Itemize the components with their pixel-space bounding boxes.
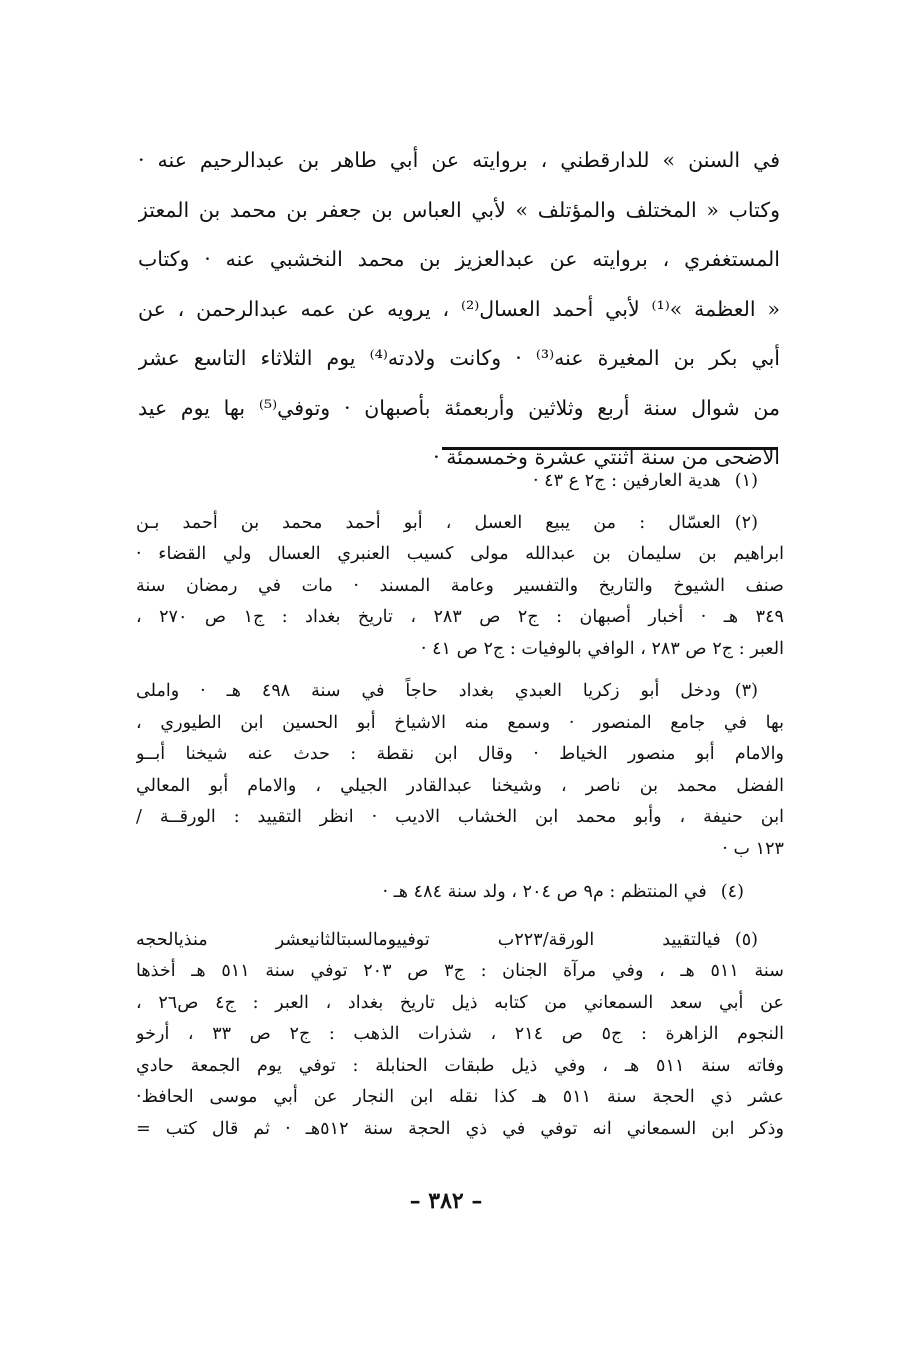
footnote-line: العبر : ج٢ ص ٢٨٣ ، الوافي بالوفيات : ج٢ ص ٤١ · <box>420 638 784 659</box>
footnote-line: عشر ذي الحجة سنة ٥١١ هـ كذا نقله ابن النجار عن أبي موسى الحافظ· <box>136 1087 784 1107</box>
main-text-line: « العظمة »⁽¹⁾ لأبي أحمد العسال⁽²⁾ ، يرويه عن عمه عبدالرحمن ، عن <box>138 296 780 321</box>
footnote-text: هدية العارفين : ج٢ ع ٤٣ · <box>532 471 721 491</box>
footnote-number: (١) <box>734 471 758 491</box>
main-text-line: المستغفري ، بروايته عن عبدالعزيز بن محمد النخشبي عنه · وكتاب <box>138 247 780 271</box>
footnote-separator <box>442 447 778 450</box>
footnote-text: العسّال : من يبيع العسل ، أبو أحمد محمد بن أحمد بـن <box>136 512 721 533</box>
footnote-line: ابراهيم بن سليمان بن عبدالله مولى كسيب العنبري العسال ولي القضاء · <box>136 544 784 564</box>
main-text <box>138 136 780 483</box>
footnote-line <box>136 925 784 957</box>
page-number: – ٣٨٢ – <box>409 1188 483 1214</box>
footnote-line: الفضل محمد بن ناصر ، وشيخنا عبدالقادر الجيلي ، والامام أبو المعالي <box>136 775 784 796</box>
footnote-number: (٤) <box>720 882 744 902</box>
footnote-number: (٢) <box>734 512 758 533</box>
footnote-2 <box>136 508 784 666</box>
footnote-4 <box>136 877 784 909</box>
footnote-line: سنة ٥١١ هـ ، وفي مرآة الجنان : ج٣ ص ٢٠٣ توفي سنة ٥١١ هـ أخذها <box>136 961 784 981</box>
footnote-line: صنف الشيوخ والتاريخ والتفسير وعامة المسند · مات في رمضان سنة <box>136 575 784 596</box>
footnote-line <box>136 508 784 540</box>
footnote-line: عن أبي سعد السمعاني من كتابه ذيل تاريخ بغداد ، العبر : ج٤ ص٢٦ ، <box>136 992 784 1013</box>
main-text-line: الاضحى من سنة اثنتي عشرة وخمسمئة · <box>433 445 780 469</box>
main-text-line: أبي بكر بن المغيرة عنه⁽³⁾ · وكانت ولادته⁽⁴⁾ يوم الثلاثاء التاسع عشر <box>138 346 780 370</box>
footnote-line: بها في جامع المنصور · وسمع منه الاشياخ أبو الحسين ابن الطيوري ، <box>136 712 784 733</box>
footnote-5 <box>136 925 784 1146</box>
footnote-line: ٣٤٩ هـ · أخبار أصبهان : ج٢ ص ٢٨٣ ، تاريخ بغداد : ج١ ص ٢٧٠ ، <box>136 607 784 627</box>
footnote-number: (٥) <box>734 929 759 950</box>
main-text-line: وكتاب « المختلف والمؤتلف » لأبي العباس بن جعفر بن محمد بن المعتز <box>138 197 780 222</box>
footnote-line: وذكر ابن السمعاني انه توفي في ذي الحجة سنة ٥١٢هـ · ثم قال كتب = <box>136 1118 784 1139</box>
footnote-text: في المنتظم : م٩ ص ٢٠٤ ، ولد سنة ٤٨٤ هـ · <box>382 882 707 902</box>
footnote-line <box>136 877 784 909</box>
footnote-line: ١٢٣ ب · <box>722 838 784 859</box>
footnote-text: ودخل أبو زكريا العبدي بغداد حاجاً في سنة ٤٩٨ هـ · واملى <box>136 681 721 701</box>
footnote-3 <box>136 676 784 865</box>
footnote-number: (٣) <box>734 681 758 701</box>
footnote-line <box>136 466 784 498</box>
footnote-line: والامام أبو منصور الخياط · وقال ابن نقطة : حدث عنه شيخنا أبــو <box>136 744 784 764</box>
main-text-line: في السنن » للدارقطني ، بروايته عن أبي طاهر بن عبدالرحيم عنه · <box>138 148 780 172</box>
footnote-text: فيالتقييد الورقة/٢٢٣ب توفييومالسبتالثانيعشر منذيالحجه <box>136 929 721 950</box>
footnote-line: ابن حنيفة ، وأبو محمد ابن الخشاب الاديب · انظر التقييد : الورقــة / <box>136 807 784 827</box>
footnote-line: وفاته سنة ٥١١ هـ ، وفي ذيل طبقات الحنابلة : توفي يوم الجمعة حادي <box>136 1055 784 1076</box>
footnotes <box>136 466 784 1145</box>
main-text-line: من شوال سنة أربع وثلاثين وأربعمئة بأصبهان · وتوفي⁽⁵⁾ بها يوم عيد <box>138 395 780 420</box>
footnote-line: النجوم الزاهرة : ج٥ ص ٢١٤ ، شذرات الذهب : ج٢ ص ٣٣ ، أرخو <box>136 1024 784 1044</box>
footnote-1 <box>136 466 784 498</box>
footnote-line <box>136 676 784 708</box>
